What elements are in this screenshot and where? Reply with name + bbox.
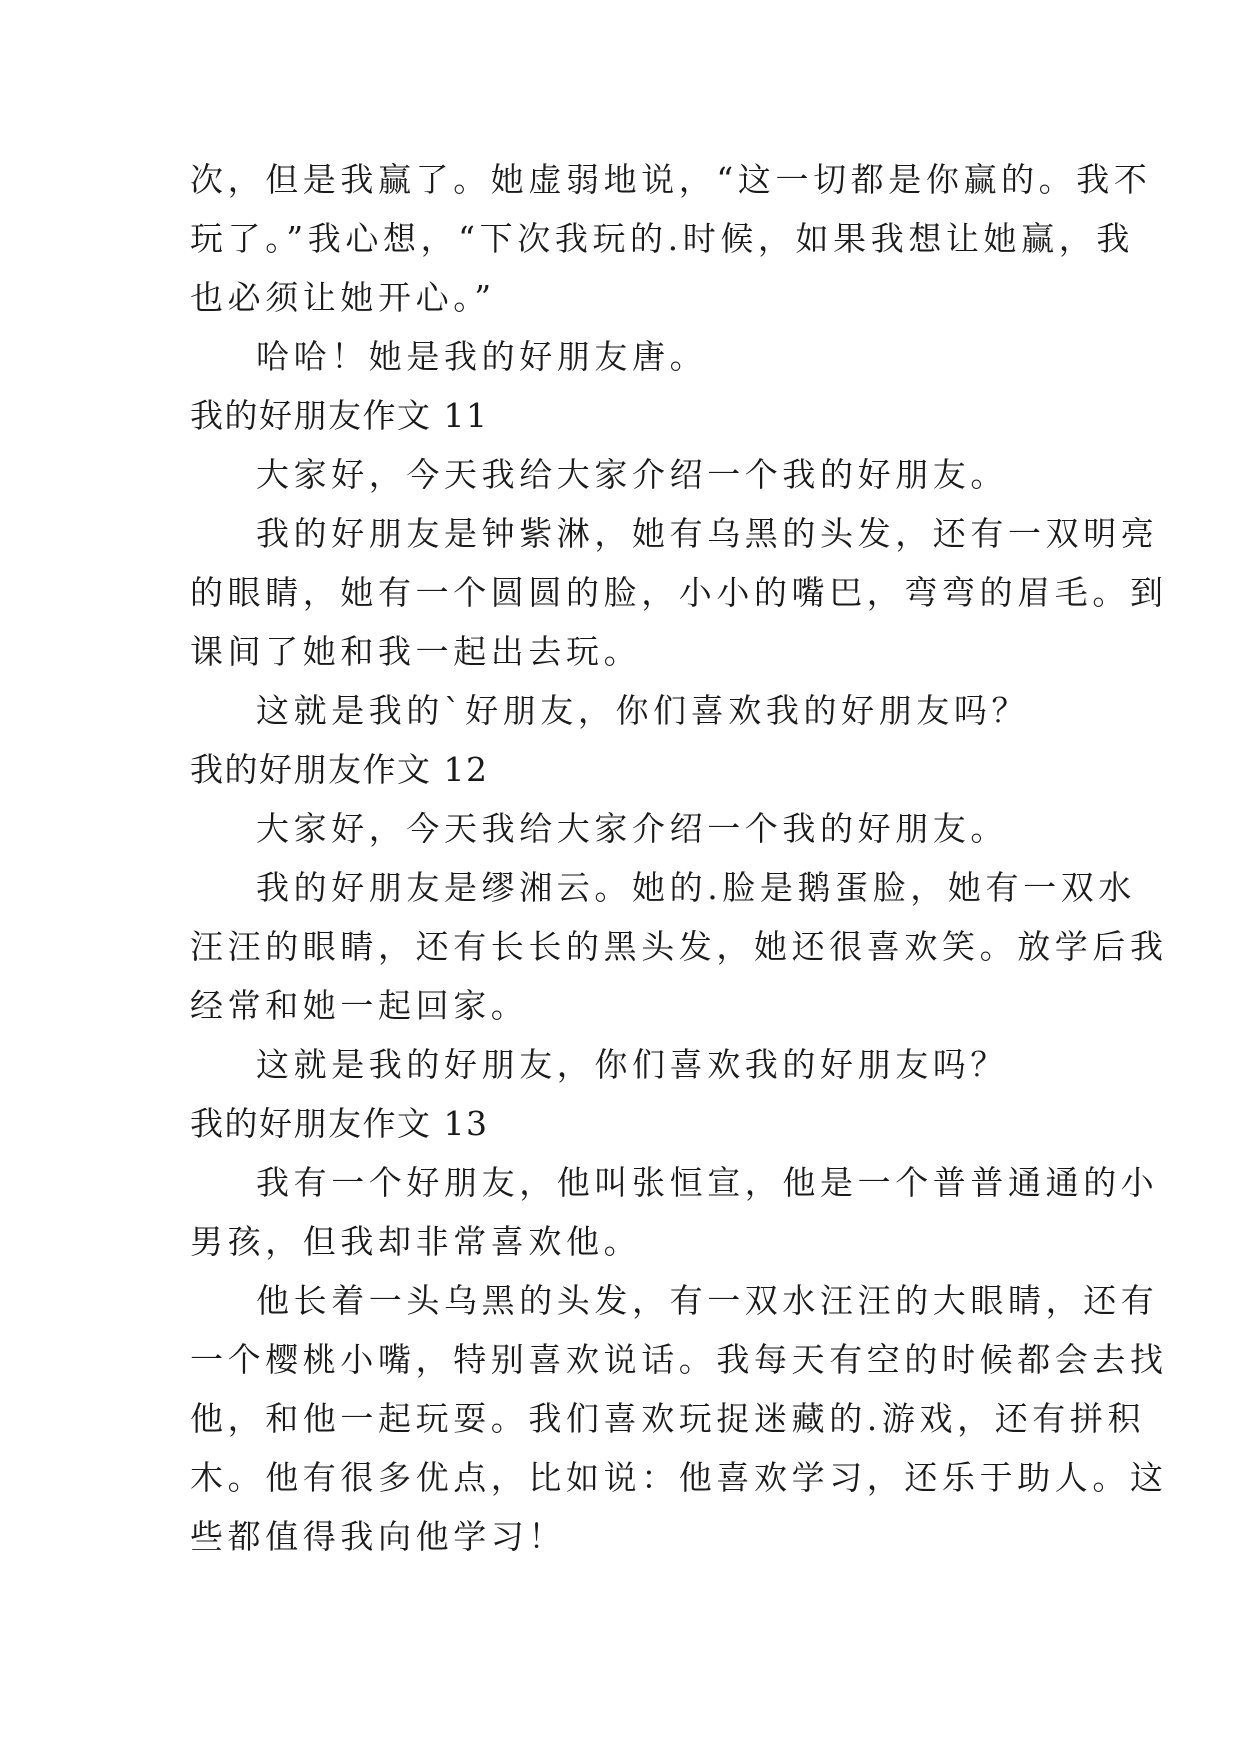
text-line: 些都值得我向他学习！ (190, 1517, 566, 1556)
text-line: 我的好朋友是缪湘云。她的.脸是鹅蛋脸，她有一双水 (256, 868, 1136, 907)
text-line: 大家好，今天我给大家介绍一个我的好朋友。 (256, 455, 1008, 494)
text-line: 男孩，但我却非常喜欢他。 (190, 1222, 642, 1261)
text-line: 也必须让她开心。” (190, 278, 496, 317)
text-line: 的眼睛，她有一个圆圆的脸，小小的嘴巴，弯弯的眉毛。到 (190, 573, 1168, 612)
text-line: 汪汪的眼睛，还有长长的黑头发，她还很喜欢笑。放学后我 (190, 927, 1168, 966)
text-line: 课间了她和我一起出去玩。 (190, 632, 642, 671)
text-line: 大家好，今天我给大家介绍一个我的好朋友。 (256, 809, 1008, 848)
section-heading: 我的好朋友作文 11 (190, 396, 489, 435)
text-line: 哈哈！她是我的好朋友唐。 (256, 337, 708, 376)
document-page (190, 150, 1168, 1566)
section-heading: 我的好朋友作文 13 (190, 1104, 489, 1143)
text-line: 次，但是我赢了。她虚弱地说，“这一切都是你赢的。我不 (190, 160, 1152, 199)
section-heading: 我的好朋友作文 12 (190, 750, 489, 789)
document-body (190, 150, 1168, 1566)
text-line: 他，和他一起玩耍。我们喜欢玩捉迷藏的.游戏，还有拼积 (190, 1399, 1146, 1438)
text-line: 木。他有很多优点，比如说：他喜欢学习，还乐于助人。这 (190, 1458, 1168, 1497)
text-line: 我的好朋友是钟紫淋，她有乌黑的头发，还有一双明亮 (256, 514, 1159, 553)
text-line: 他长着一头乌黑的头发，有一双水汪汪的大眼睛，还有 (256, 1281, 1159, 1320)
text-line: 玩了。”我心想，“下次我玩的.时候，如果我想让她赢，我 (190, 219, 1134, 258)
text-line: 一个樱桃小嘴，特别喜欢说话。我每天有空的时候都会去找 (190, 1340, 1168, 1379)
text-line: 我有一个好朋友，他叫张恒宣，他是一个普普通通的小 (256, 1163, 1159, 1202)
text-line: 这就是我的`好朋友，你们喜欢我的好朋友吗？ (256, 691, 1030, 730)
text-line: 这就是我的好朋友，你们喜欢我的好朋友吗？ (256, 1045, 1008, 1084)
text-line: 经常和她一起回家。 (190, 986, 529, 1025)
